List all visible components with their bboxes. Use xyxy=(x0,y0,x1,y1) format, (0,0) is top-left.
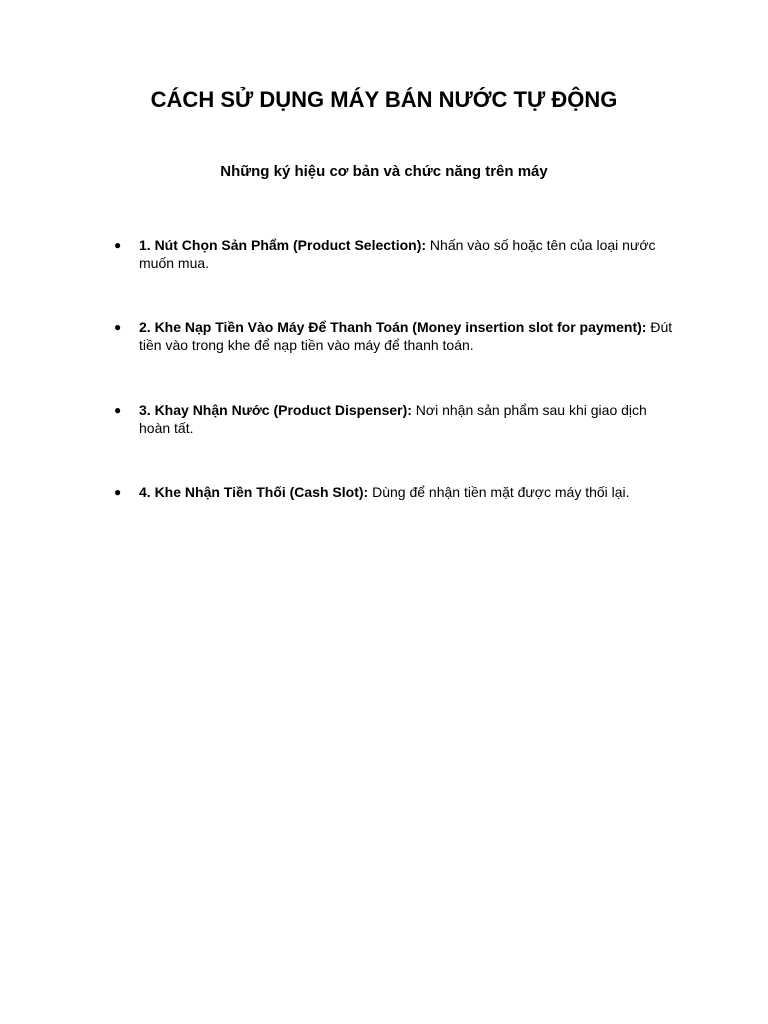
bullet-icon: ● xyxy=(114,403,122,417)
list-item-title: 2. Khe Nạp Tiền Vào Máy Để Thanh Toán (Money insertion slot for payment): xyxy=(139,319,647,335)
list-item-title: 3. Khay Nhận Nước (Product Dispenser): xyxy=(139,402,412,418)
list-item-title: 4. Khe Nhận Tiền Thối (Cash Slot): xyxy=(139,484,369,500)
list-item-text xyxy=(139,318,674,354)
bullet-icon: ● xyxy=(114,485,122,499)
list-item-title: 1. Nút Chọn Sản Phẩm (Product Selection): xyxy=(139,237,427,253)
list-item-description: Dùng để nhận tiền mặt được máy thối lại. xyxy=(368,484,630,500)
list-item-description: Đút tiền vào trong khe để nạp tiền vào máy để thanh toán. xyxy=(139,319,673,353)
document-title: CÁCH SỬ DỤNG MÁY BÁN NƯỚC TỰ ĐỘNG xyxy=(150,87,618,112)
list-item-text xyxy=(139,236,674,272)
document-subtitle: Những ký hiệu cơ bản và chức năng trên máy xyxy=(220,163,548,180)
list-item-description: Nơi nhận sản phẩm sau khi giao dịch hoàn tất. xyxy=(139,402,647,436)
bullet-icon: ● xyxy=(114,238,122,252)
list-item-text xyxy=(139,483,674,501)
list-item-text xyxy=(139,401,674,437)
bullet-icon: ● xyxy=(114,320,122,334)
list-item-description: Nhấn vào số hoặc tên của loại nước muốn mua. xyxy=(139,237,656,271)
